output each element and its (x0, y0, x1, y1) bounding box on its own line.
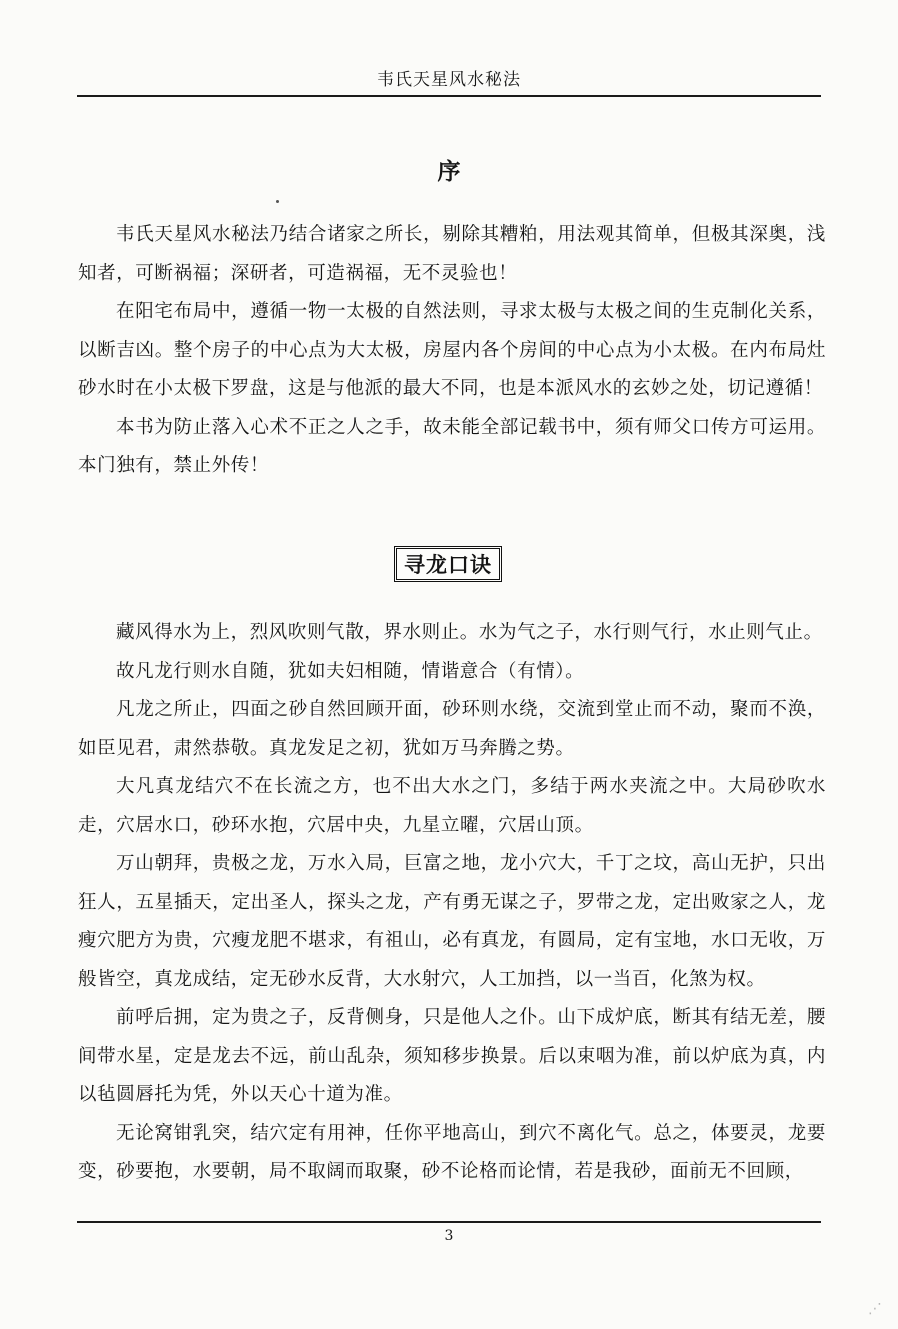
section-paragraph: 前呼后拥，定为贵之子，反背侧身，只是他人之仆。山下成炉底，断其有结无差，腰间带水星，定是龙去不远，前山乱杂，须知移步换景。后以束咽为准，前以炉底为真，内以毡圆唇托为凭，外以天心十道为准。 (78, 1007, 826, 1105)
preface-paragraph: 本书为防止落入心术不正之人之手，故未能全部记载书中，须有师父口传方可运用。本门独有，禁止外传！ (78, 416, 826, 476)
header-rule (77, 95, 821, 97)
section-paragraph: 故凡龙行则水自随，犹如夫妇相随，情谐意合（有情）。 (116, 660, 585, 682)
section-paragraph: 万山朝拜，贵极之龙，万水入局，巨富之地，龙小穴大，千丁之坟，高山无护，只出狂人，五星插天，定出圣人，探头之龙，产有勇无谋之子，罗带之龙，定出败家之人，龙瘦穴肥方为贵，穴瘦龙肥不堪求，有祖山，必有真龙，有圆局，定有宝地，水口无收，万般皆空，真龙成结，定无砂水反背，大水射穴，人工加挡，以一当百，化煞为权。 (78, 853, 826, 990)
preface-heading: 序 (437, 158, 461, 185)
section-heading: 寻龙口诀 (394, 546, 502, 582)
preface-paragraph: 在阳宅布局中，遵循一物一太极的自然法则，寻求太极与太极之间的生克制化关系，以断吉凶。整个房子的中心点为大太极，房屋内各个房间的中心点为小太极。在内布局灶砂水时在小太极下罗盘，这是与他派的最大不同，也是本派风水的玄妙之处，切记遵循！ (78, 301, 826, 399)
footer-rule (77, 1221, 821, 1223)
preface-paragraph: 韦氏天星风水秘法乃结合诸家之所长，剔除其糟粕，用法观其简单，但极其深奥，浅知者，可断祸福；深研者，可造祸福，无不灵验也！ (78, 224, 826, 284)
resize-grip-icon: ⋰ (868, 1301, 882, 1317)
running-header: 韦氏天星风水秘法 (377, 70, 521, 90)
section-paragraph: 藏风得水为上，烈风吹则气散，界水则止。水为气之子，水行则气行，水止则气止。 (116, 622, 823, 643)
scan-speck (276, 200, 279, 203)
section-paragraph: 凡龙之所止，四面之砂自然回顾开面，砂环则水绕，交流到堂止而不动，聚而不涣，如臣见君，肃然恭敬。真龙发足之初，犹如万马奔腾之势。 (78, 699, 826, 759)
section-body (78, 614, 826, 1192)
section-paragraph: 无论窝钳乳突，结穴定有用神，任你平地高山，到穴不离化气。总之，体要灵，龙要变，砂要抱，水要朝，局不取阔而取聚，砂不论格而论情，若是我砂，面前无不回顾， (78, 1122, 826, 1182)
section-paragraph: 大凡真龙结穴不在长流之方，也不出大水之门，多结于两水夹流之中。大局砂吹水走，穴居水口，砂环水抱，穴居中央，九星立曜，穴居山顶。 (78, 776, 826, 836)
page-number: 3 (444, 1228, 454, 1244)
preface-body (78, 216, 826, 486)
